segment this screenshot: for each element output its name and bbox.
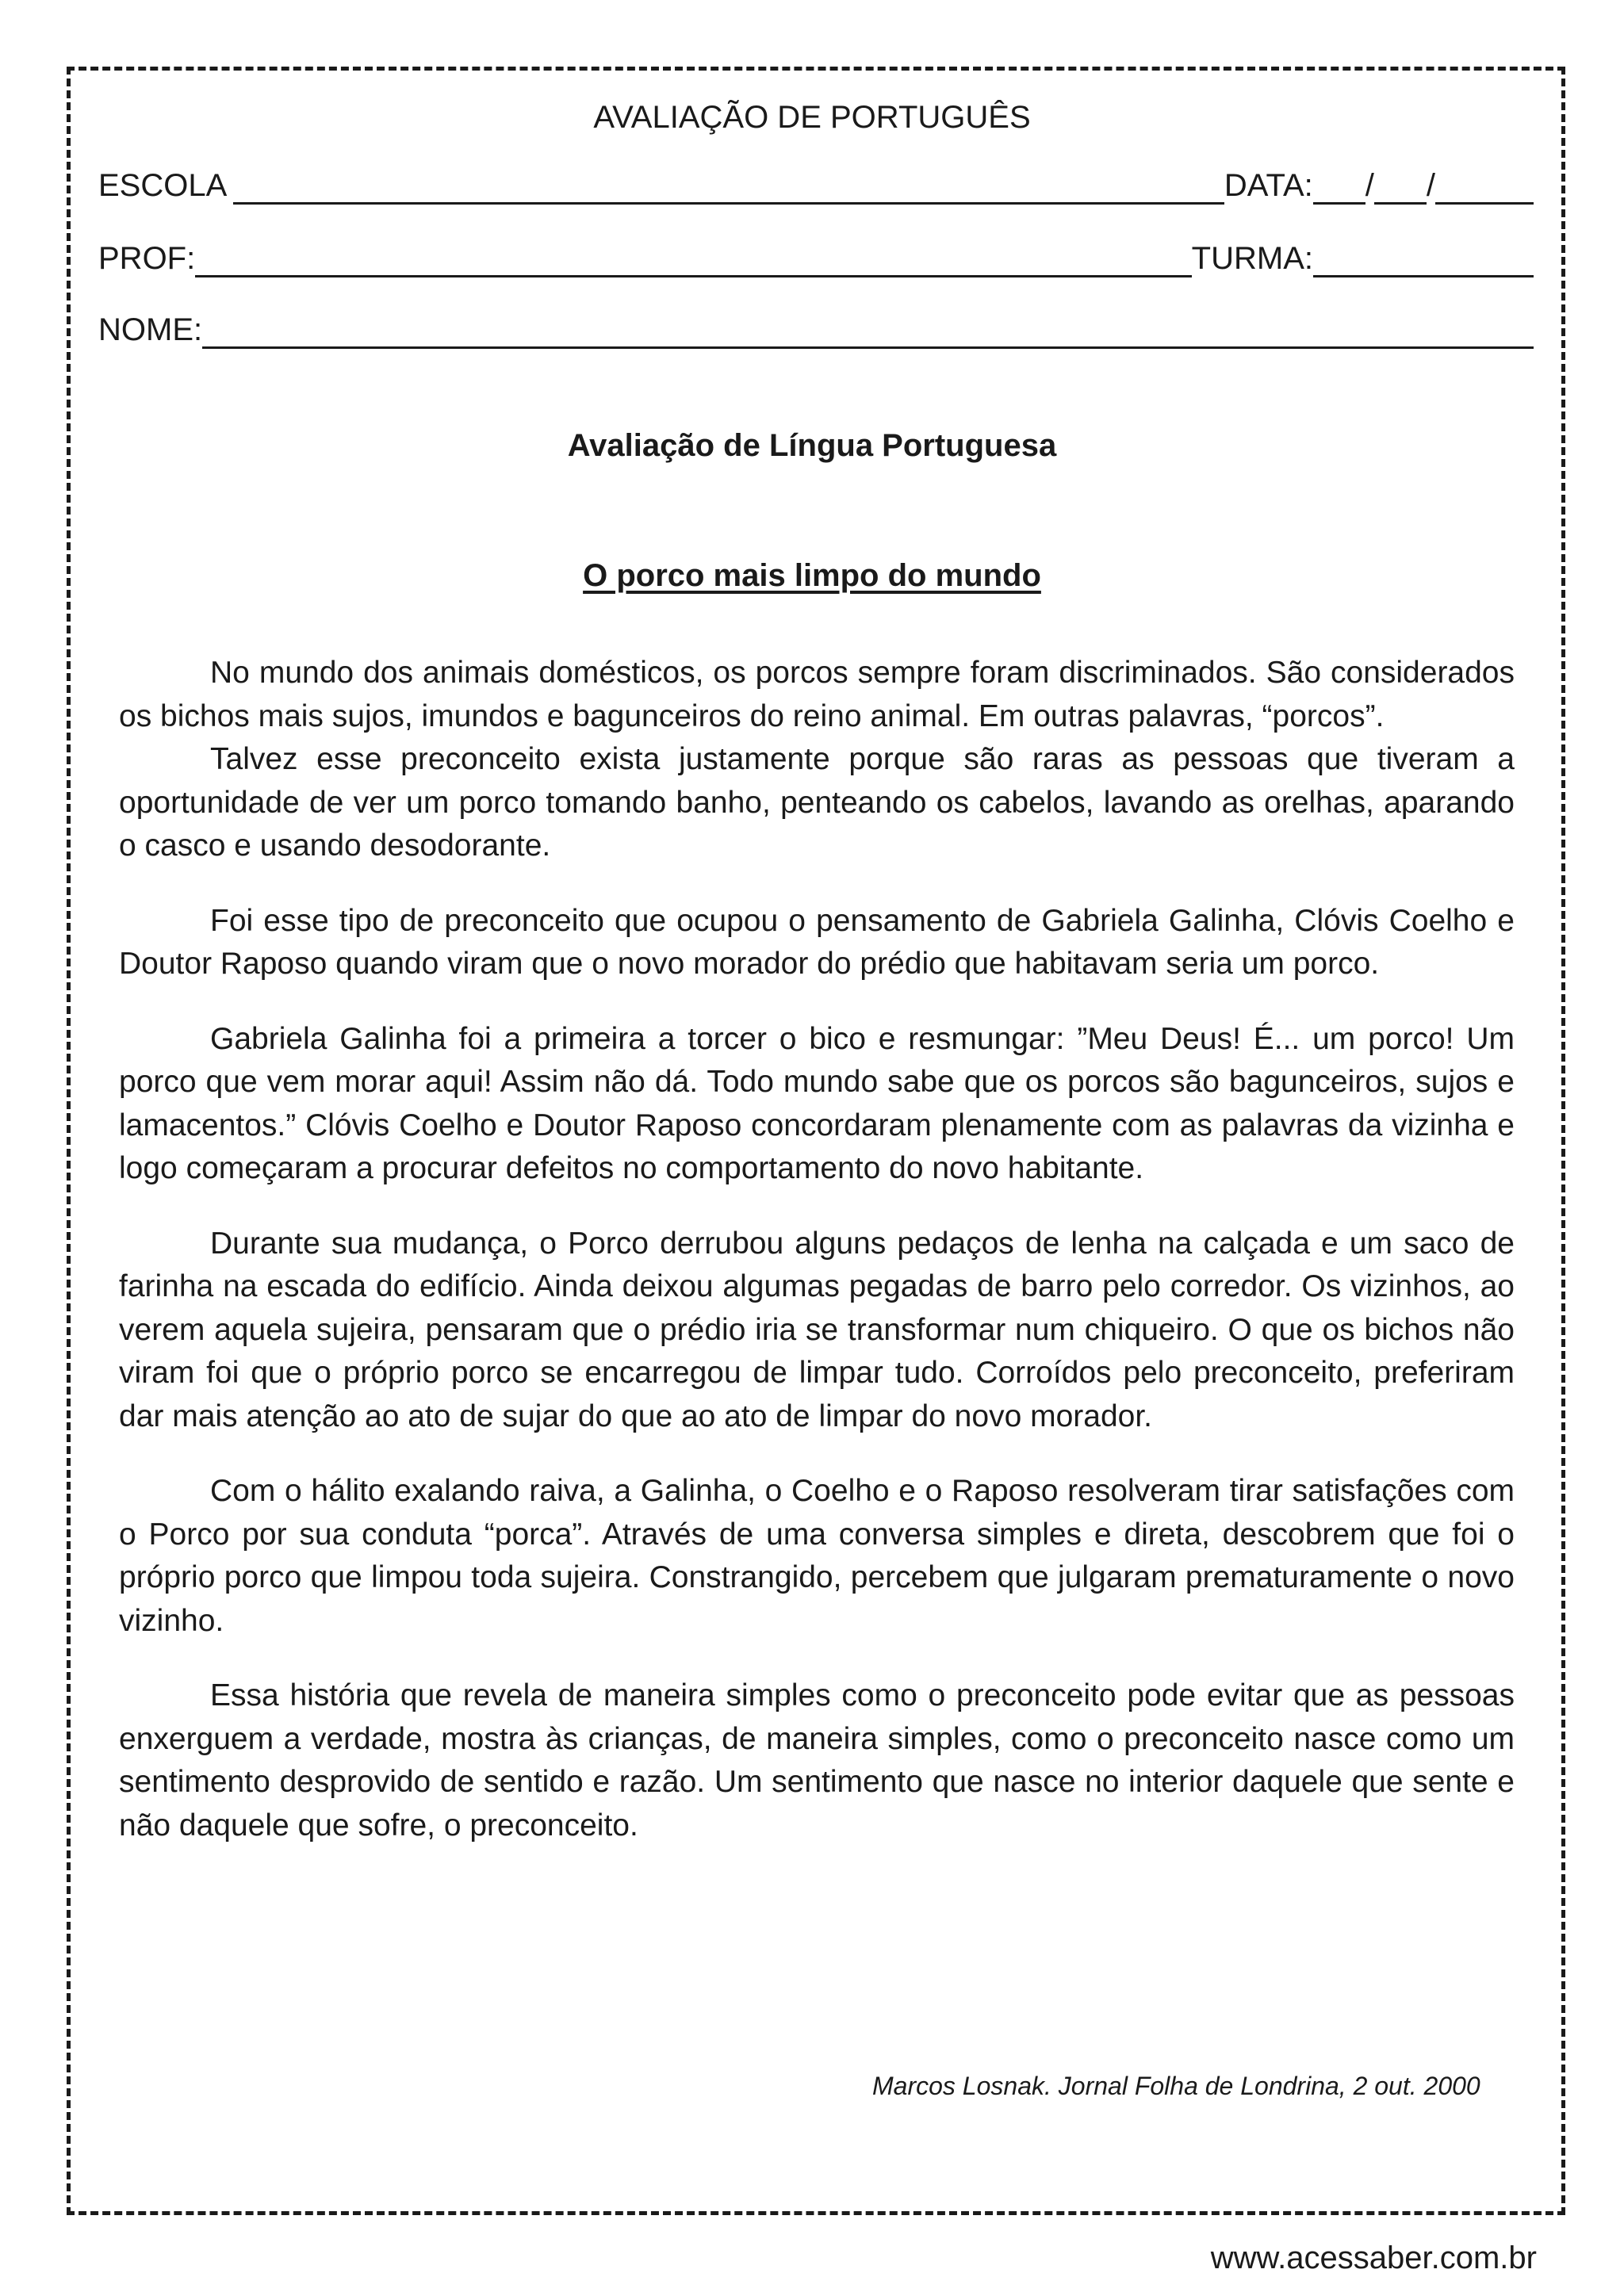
nome-row xyxy=(98,311,1534,349)
story-paragraph: Foi esse tipo de preconceito que ocupou o pensamento de Gabriela Galinha, Clóvis Coelho e Doutor Raposo quando viram que o novo morador do prédio que habitavam seria um porco. xyxy=(119,903,1515,981)
prof-field[interactable] xyxy=(195,243,1191,277)
story-paragraph: Essa história que revela de maneira simples como o preconceito pode evitar que as pessoas enxerguem a verdade, mostra às crianças, de maneira simples, como o preconceito nasce como um sentimento desprovido de sentido e razão. Um sentimento que nasce no interior daquele que sente e não daquele que sofre, o preconceito. xyxy=(119,1678,1515,1843)
exam-title: AVALIAÇÃO DE PORTUGUÊS xyxy=(593,100,1031,135)
date-month-field[interactable] xyxy=(1374,170,1427,205)
prof-label: PROF: xyxy=(98,241,196,276)
nome-field[interactable] xyxy=(202,315,1534,349)
date-day-field[interactable] xyxy=(1313,170,1365,205)
turma-field[interactable] xyxy=(1313,243,1534,277)
date-year-field[interactable] xyxy=(1435,170,1534,205)
escola-field[interactable] xyxy=(233,170,1224,205)
story-paragraph: Durante sua mudança, o Porco derrubou alguns pedaços de lenha na calçada e um saco de farinha na escada do edifício. Ainda deixou algumas pegadas de barro pelo corredor. Os vizinhos, ao verem aquela sujeira, pensaram que o prédio iria se transformar num chiqueiro. O que os bichos não viram foi que o próprio porco se encarregou de limpar tudo. Corroídos pelo preconceito, preferiram dar mais atenção ao ato de sujar do que ao ato de limpar do novo morador. xyxy=(119,1226,1515,1433)
turma-label: TURMA: xyxy=(1191,241,1313,276)
story-body xyxy=(119,652,1515,1847)
source-citation: Marcos Losnak. Jornal Folha de Londrina, 2 out. 2000 xyxy=(872,2072,1480,2100)
story-paragraph: Com o hálito exalando raiva, a Galinha, o Coelho e o Raposo resolveram tirar satisfações com o Porco por sua conduta “porca”. Através de uma conversa simples e direta, descobrem que foi o próprio porco que limpou toda sujeira. Constrangido, percebem que julgaram prematuramente o novo vizinho. xyxy=(119,1474,1515,1638)
story-paragraph: No mundo dos animais domésticos, os porcos sempre foram discriminados. São considerados os bichos mais sujos, imundos e bagunceiros do reino animal. Em outras palavras, “porcos”. xyxy=(119,656,1515,733)
data-label: DATA: xyxy=(1224,168,1313,203)
story-paragraph: Gabriela Galinha foi a primeira a torcer o bico e resmungar: ”Meu Deus! É... um porco! Um porco que vem morar aqui! Assim não dá. Todo mundo sabe que os porcos são bagunceiros, sujos e lamacentos.” Clóvis Coelho e Doutor Raposo concordaram plenamente com as palavras da vizinha e logo começaram a procurar defeitos no comportamento do novo habitante. xyxy=(119,1021,1515,1185)
escola-label: ESCOLA xyxy=(98,168,228,203)
story-paragraph: Talvez esse preconceito exista justamente porque são raras as pessoas que tiveram a oportunidade de ver um porco tomando banho, penteando os cabelos, lavando as orelhas, aparando o casco e usando desodorante. xyxy=(119,742,1515,863)
assessment-subtitle: Avaliação de Língua Portuguesa xyxy=(567,428,1057,463)
website-footer: www.acessaber.com.br xyxy=(1210,2241,1537,2275)
date-separator: / xyxy=(1426,168,1435,203)
date-separator: / xyxy=(1365,168,1374,203)
escola-data-row xyxy=(98,166,1534,205)
nome-label: NOME: xyxy=(98,312,203,347)
prof-turma-row xyxy=(98,239,1534,277)
story-title: O porco mais limpo do mundo xyxy=(583,558,1041,593)
